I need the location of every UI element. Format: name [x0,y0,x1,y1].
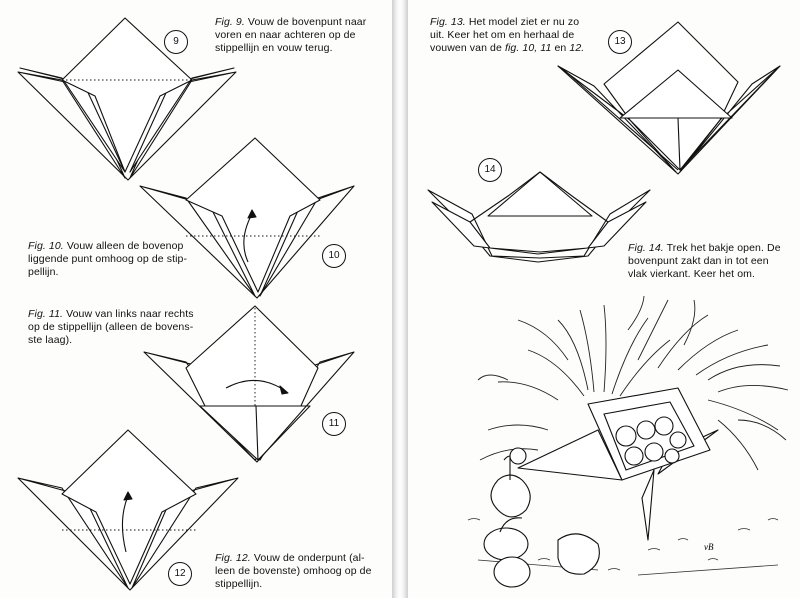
fig14-line2: bovenpunt zakt dan in tot een [628,255,769,267]
origami-box [518,388,718,540]
fig9-line2: voren en naar achteren op de [215,29,356,41]
fig13-line2: uit. Keer het om en herhaal de [430,29,575,41]
fig11-line3: ste laag). [28,334,73,346]
fig11-line1: Vouw van links naar rechts [66,308,194,320]
fig12-label: Fig. 12. [215,552,251,564]
box-illustration [408,0,800,598]
fig13-label: Fig. 13. [430,16,466,28]
fig13-line3-refs: fig. 10, 11 [504,42,552,54]
fig12-line3: stippellijn. [215,578,263,590]
strawberry-plant [491,448,530,517]
fig12-line2: leen de bovenste) omhoog op de [215,565,372,577]
fig11-line2: op de stippellijn (alleen de bovens- [28,321,194,333]
artist-signature: vB [704,542,714,552]
fig14-number: 14 [478,158,502,182]
fig14-line3: vlak vierkant. Keer het om. [628,268,756,280]
fig9-number: 9 [164,30,188,54]
gooseberries [484,518,599,587]
fig12-diagram [0,0,392,598]
right-page [408,0,800,598]
fig14-line1: Trek het bakje open. De [666,242,781,254]
fig12-number: 12 [168,562,192,586]
fig10-line3: pellijn. [28,266,59,278]
fig11-label: Fig. 11. [28,308,64,320]
fig13-number: 13 [608,30,632,54]
fig13-line3-last: 12. [569,42,585,54]
fig14-label: Fig. 14. [628,242,664,254]
fig12-line1: Vouw de onderpunt (al- [253,552,365,564]
left-page [0,0,392,598]
fig10-line1: Vouw alleen de bovenop [66,240,184,252]
fig9-line3: stippellijn en vouw terug. [215,42,333,54]
fig10-line2: liggende punt omhoog op de stip- [28,253,188,265]
book-gutter [392,0,408,598]
fig11-number: 11 [322,412,346,436]
fig13-line3-prefix: vouwen van de [430,42,502,54]
fig9-line1: Vouw de bovenpunt naar [247,16,367,28]
fig10-label: Fig. 10. [28,240,64,252]
fig13-line1: Het model ziet er nu zo [468,16,580,28]
fig12-caption [215,552,385,591]
fig9-label: Fig. 9. [215,16,245,28]
fig13-line3-and: en [554,42,567,54]
fig10-number: 10 [322,244,346,268]
